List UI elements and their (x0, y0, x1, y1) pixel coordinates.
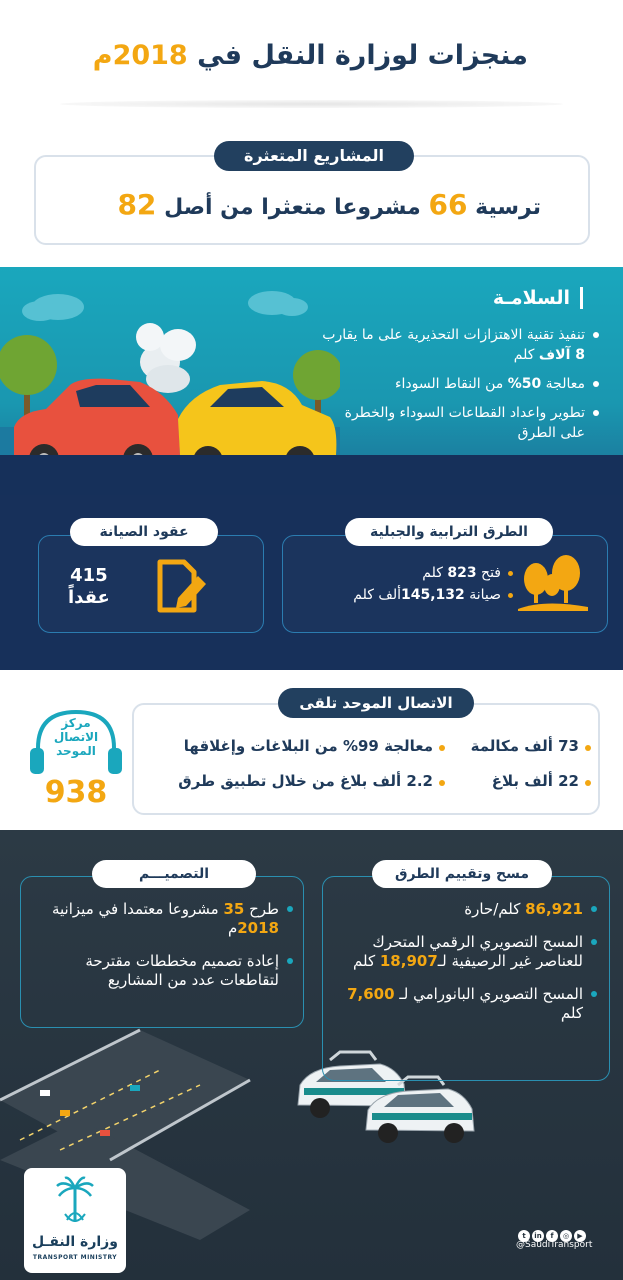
survey-label: مسح وتقييم الطرق (372, 860, 552, 888)
page-title (93, 40, 528, 71)
twitter-icon[interactable]: t (518, 1230, 530, 1242)
survey-item: المسح التصويري البانورامي لـ 7,600 كلم (337, 985, 597, 1023)
design-item: طرح 35 مشروعا معتمدا في ميزانية 2018م (38, 900, 293, 938)
safety-title: السلامـة (493, 287, 583, 309)
title-text: منجزات لوزارة النقل في (187, 40, 528, 71)
safety-section (0, 267, 623, 495)
roads-item: فتح 823 كلم (353, 562, 513, 584)
youtube-icon[interactable]: ▶ (574, 1230, 586, 1242)
stalled-num-total: 82 (117, 188, 157, 221)
design-label: التصميـــم (92, 860, 256, 888)
facebook-icon[interactable]: f (546, 1230, 558, 1242)
safety-item: تنفيذ تقنية الاهتزازات التحذيرية على ما يقارب 8 آلاف كلم (316, 325, 601, 365)
linkedin-icon[interactable]: in (532, 1230, 544, 1242)
contact-item-reports: 22 ألف بلاغ (492, 772, 591, 790)
roads-label: الطرق الترابية والجبلية (345, 518, 553, 546)
safety-list (316, 325, 601, 452)
contact-item-resolved: معالجة 99% من البلاغات وإغلاقها (184, 737, 445, 755)
survey-list (337, 900, 597, 1037)
contact-item-calls: 73 ألف مكالمة (471, 737, 591, 755)
trees-icon (514, 555, 594, 615)
contact-item-app-reports: 2.2 ألف بلاغ من خلال تطبيق طرق (178, 772, 445, 790)
stalled-text-2: مشروعا متعثرا من أصل (156, 195, 429, 220)
header (0, 0, 623, 120)
maintenance-value (68, 565, 110, 609)
stalled-num-awarded: 66 (428, 188, 468, 221)
survey-item: 86,921 كلم/حارة (337, 900, 597, 919)
design-item: إعادة تصميم مخططات مقترحة لتقاطعات عدد من المشاريع (38, 952, 293, 990)
instagram-icon[interactable]: ◎ (560, 1230, 572, 1242)
road-strip (0, 455, 623, 495)
stalled-text-1: ترسية (467, 195, 541, 220)
contract-pen-icon (150, 556, 210, 616)
maintenance-number: 415 (70, 565, 108, 586)
contact-card (132, 703, 600, 815)
maintenance-unit: عقداً (68, 587, 110, 608)
roads-item: صيانة 145,132ألف كلم (353, 584, 513, 606)
survey-item: المسح التصويري الرقمي المتحرك للعناصر غير الرصيفية لـ18,907 كلم (337, 933, 597, 971)
stalled-projects-text (117, 188, 541, 221)
contact-center-number: 938 (44, 775, 108, 810)
maintenance-label: عقود الصيانة (70, 518, 218, 546)
palm-emblem-icon (55, 1176, 95, 1232)
logo-arabic: وزارة النقـل (32, 1234, 118, 1250)
roads-list (353, 562, 513, 606)
stalled-projects-label: المشاريع المتعثرة (214, 141, 414, 171)
safety-item: معالجة 50% من النقاط السوداء (316, 374, 601, 394)
header-shadow (60, 100, 563, 108)
logo-english: TRANSPORT MINISTRY (32, 1254, 118, 1261)
contact-label: الاتصال الموحد تلقى (278, 688, 474, 718)
design-list (38, 900, 293, 1004)
safety-item: تطوير واعداد القطاعات السوداء والخطرة على الطرق (316, 403, 601, 443)
social-handle[interactable]: @SaudiTransport (516, 1240, 593, 1250)
contact-center-label: مركز الاتصال الموحد (53, 716, 99, 758)
title-year: 2018م (92, 40, 188, 71)
ministry-logo (24, 1168, 126, 1273)
